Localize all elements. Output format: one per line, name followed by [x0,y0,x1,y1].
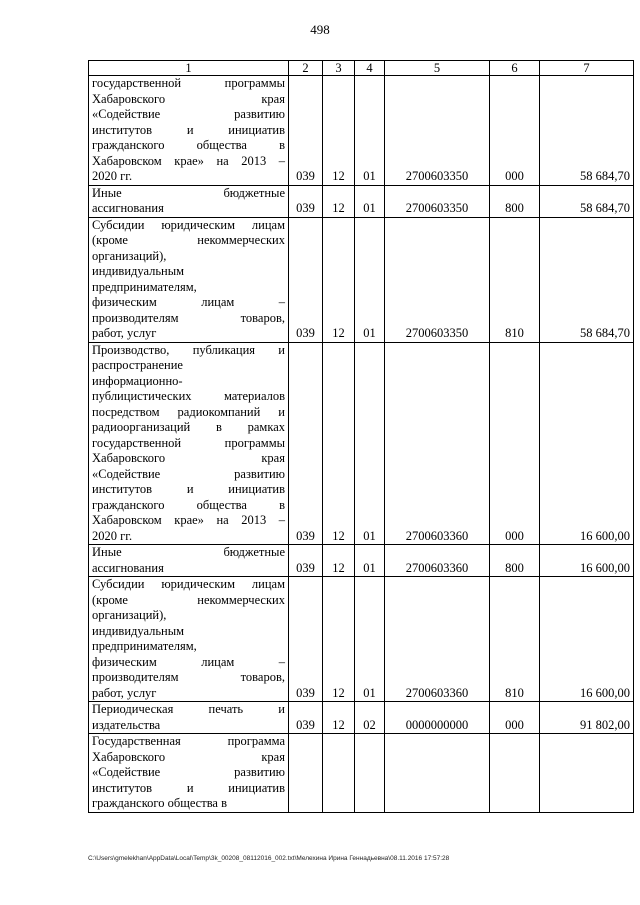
target-article-cell: 2700603360 [385,577,490,702]
row-description [89,577,289,702]
amount-cell: 16 600,00 [540,342,634,545]
row-description [89,76,289,186]
description-line: производителям товаров, [92,670,285,684]
ministry-code-cell: 039 [289,545,323,577]
target-article-cell: 0000000000 [385,702,490,734]
row-description [89,185,289,217]
description-line: Хабаровского края [92,451,285,465]
target-article-cell: 2700603350 [385,217,490,342]
description-line: гражданского общества в [92,138,285,152]
table-row [89,734,634,813]
description-line: 2020 гг. [92,528,133,543]
section-code-cell: 12 [323,217,355,342]
ministry-code-cell: 039 [289,185,323,217]
description-line: организаций), [92,248,167,263]
expense-type-cell: 000 [490,702,540,734]
budget-table [88,60,634,813]
description-line: государственной программы [92,76,285,90]
row-description [89,545,289,577]
table-header-row [89,61,634,76]
target-article-cell: 2700603360 [385,342,490,545]
amount-cell: 58 684,70 [540,217,634,342]
expense-type-cell: 000 [490,76,540,186]
subsection-code-cell: 01 [355,545,385,577]
description-line: издательства [92,717,161,732]
description-line: (кроме некоммерческих [92,592,285,607]
section-code-cell: 12 [323,76,355,186]
description-line: (кроме некоммерческих [92,233,285,247]
row-description [89,702,289,734]
section-code-cell: 12 [323,342,355,545]
column-header: 1 [89,61,289,76]
expense-type-cell [490,734,540,813]
description-line: Производство, публикация и [92,342,285,357]
column-header: 2 [289,61,323,76]
description-line: радиоорганизаций в рамках [92,420,285,434]
description-line: предпринимателям, [92,279,197,294]
row-description [89,342,289,545]
amount-cell: 91 802,00 [540,702,634,734]
table-row [89,342,634,545]
table-row [89,545,634,577]
description-line: публицистических материалов [92,389,285,403]
table-row [89,577,634,702]
description-line: индивидуальным [92,623,185,638]
subsection-code-cell: 01 [355,577,385,702]
description-line: Иные бюджетные [92,545,285,559]
description-line: «Содействие развитию [92,765,285,779]
description-line: институтов и инициатив [92,122,285,137]
subsection-code-cell: 02 [355,702,385,734]
ministry-code-cell: 039 [289,577,323,702]
section-code-cell: 12 [323,702,355,734]
table-row [89,702,634,734]
description-line: институтов и инициатив [92,482,285,496]
description-line: работ, услуг [92,326,157,340]
column-header: 6 [490,61,540,76]
amount-cell: 58 684,70 [540,76,634,186]
description-line: гражданского общества в [92,796,228,810]
expense-type-cell: 800 [490,545,540,577]
description-line: ассигнования [92,560,164,575]
description-line: Хабаровского края [92,749,285,764]
row-description [89,734,289,813]
table-row [89,76,634,186]
subsection-code-cell: 01 [355,217,385,342]
ministry-code-cell: 039 [289,702,323,734]
amount-cell: 16 600,00 [540,577,634,702]
expense-type-cell: 800 [490,185,540,217]
section-code-cell: 12 [323,577,355,702]
section-code-cell: 12 [323,545,355,577]
column-header: 5 [385,61,490,76]
description-line: Периодическая печать и [92,702,285,716]
target-article-cell: 2700603350 [385,185,490,217]
description-line: физическим лицам – [92,295,285,309]
description-line: информационно- [92,373,183,388]
section-code-cell [323,734,355,813]
column-header: 3 [323,61,355,76]
file-path-footer: C:\Users\gmelekhan\AppData\Local\Temp\3k_00208_08112016_002.txt\Мелехина Ирина Геннадьевна\08.11.2016 17:57:28 [88,855,450,862]
subsection-code-cell: 01 [355,342,385,545]
target-article-cell: 2700603350 [385,76,490,186]
description-line: гражданского общества в [92,497,285,512]
amount-cell [540,734,634,813]
subsection-code-cell [355,734,385,813]
column-header: 7 [540,61,634,76]
expense-type-cell: 810 [490,217,540,342]
table-row [89,217,634,342]
description-line: распространение [92,358,183,372]
description-line: 2020 гг. [92,169,133,183]
description-line: «Содействие развитию [92,466,285,481]
description-line: работ, услуг [92,685,157,700]
expense-type-cell: 000 [490,342,540,545]
expense-type-cell: 810 [490,577,540,702]
description-line: Государственная программа [92,734,285,748]
ministry-code-cell [289,734,323,813]
page-number: 498 [310,22,330,37]
description-line: Субсидии юридическим лицам [92,577,285,591]
row-description [89,217,289,342]
ministry-code-cell: 039 [289,217,323,342]
description-line: «Содействие развитию [92,107,285,121]
table-row [89,185,634,217]
description-line: организаций), [92,608,167,622]
description-line: предпринимателям, [92,639,197,653]
description-line: Хабаровского края [92,91,285,106]
amount-cell: 16 600,00 [540,545,634,577]
description-line: Хабаровском крае» на 2013 – [92,513,285,527]
subsection-code-cell: 01 [355,76,385,186]
description-line: физическим лицам – [92,654,285,669]
description-line: Субсидии юридическим лицам [92,217,285,232]
subsection-code-cell: 01 [355,185,385,217]
description-line: ассигнования [92,201,164,215]
description-line: производителям товаров, [92,310,285,325]
target-article-cell: 2700603360 [385,545,490,577]
description-line: государственной программы [92,435,285,450]
column-header: 4 [355,61,385,76]
section-code-cell: 12 [323,185,355,217]
ministry-code-cell: 039 [289,76,323,186]
description-line: институтов и инициатив [92,780,285,795]
amount-cell: 58 684,70 [540,185,634,217]
target-article-cell [385,734,490,813]
description-line: Иные бюджетные [92,185,285,200]
ministry-code-cell: 039 [289,342,323,545]
description-line: посредством радиокомпаний и [92,404,285,419]
description-line: индивидуальным [92,264,185,278]
description-line: Хабаровском крае» на 2013 – [92,153,285,168]
